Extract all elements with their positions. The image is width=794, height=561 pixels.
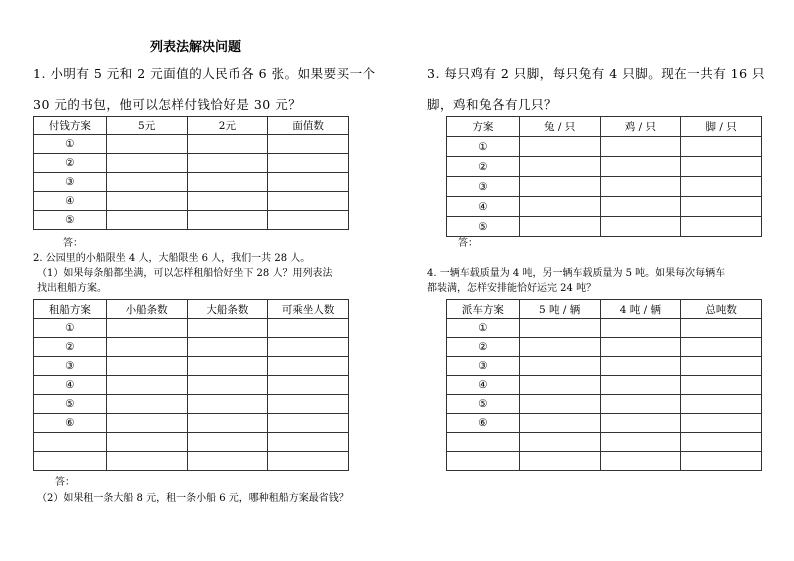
q4-header-row — [447, 300, 762, 319]
q1-header-cell: 5元 — [106, 117, 187, 135]
table-row — [34, 433, 349, 452]
q4-text-line2: 都装满，怎样安排能恰好运完 24 吨？ — [427, 283, 597, 294]
q2-text-line3: 找出租船方案。 — [37, 283, 107, 294]
q1-header-cell: 付钱方案 — [34, 117, 107, 135]
table-row — [447, 376, 762, 395]
row-label — [34, 433, 107, 452]
row-label: ③ — [34, 173, 107, 192]
row-label: ⑤ — [34, 211, 107, 230]
row-label: ⑤ — [447, 217, 520, 237]
q2-table — [33, 299, 349, 471]
row-label: ① — [447, 319, 520, 338]
q1-header-row — [34, 117, 349, 135]
row-label: ④ — [447, 197, 520, 217]
row-label: ④ — [34, 376, 107, 395]
table-row — [447, 157, 762, 177]
table-row — [447, 177, 762, 197]
q4-header-cell: 4 吨 / 辆 — [600, 300, 681, 319]
q1-header-cell: 2元 — [187, 117, 268, 135]
q1-answer-label: 答： — [63, 238, 83, 249]
q4-header-cell: 5 吨 / 辆 — [519, 300, 600, 319]
q2-header-cell: 租船方案 — [34, 300, 107, 319]
q3-text-line1: 3. 每只鸡有 2 只脚，每只兔有 4 只脚。现在一共有 16 只 — [427, 66, 766, 81]
table-row — [447, 338, 762, 357]
q2-answer-label: 答： — [55, 477, 75, 488]
table-row — [447, 433, 762, 452]
row-label: ⑥ — [34, 414, 107, 433]
q4-table — [446, 299, 762, 471]
row-label: ⑥ — [447, 414, 520, 433]
table-row — [34, 357, 349, 376]
q2-text-line1: 2. 公园里的小船限坐 4 人，大船限坐 6 人，我们一共 28 人。 — [33, 253, 311, 264]
row-label — [447, 433, 520, 452]
table-row — [447, 217, 762, 237]
row-label: ① — [447, 137, 520, 157]
q3-header-row — [447, 117, 762, 137]
page-title: 列表法解决问题 — [150, 40, 242, 55]
table-row — [34, 173, 349, 192]
table-row — [447, 319, 762, 338]
row-label: ③ — [34, 357, 107, 376]
q1-text-line2: 30 元的书包，他可以怎样付钱恰好是 30 元？ — [33, 97, 302, 112]
q4-header-cell: 总吨数 — [681, 300, 762, 319]
row-label: ④ — [34, 192, 107, 211]
row-label: ⑤ — [447, 395, 520, 414]
row-label: ③ — [447, 177, 520, 197]
q3-header-cell: 脚 / 只 — [681, 117, 762, 137]
q1-header-cell: 面值数 — [268, 117, 349, 135]
table-row — [34, 414, 349, 433]
row-label: ③ — [447, 357, 520, 376]
q4-text-line1: 4. 一辆车载质量为 4 吨，另一辆车载质量为 5 吨。如果每次每辆车 — [427, 268, 726, 279]
table-row — [447, 395, 762, 414]
table-row — [447, 197, 762, 217]
q3-table — [446, 116, 762, 237]
q3-header-cell: 兔 / 只 — [519, 117, 600, 137]
q2-header-row — [34, 300, 349, 319]
row-label: ② — [34, 338, 107, 357]
row-label — [447, 452, 520, 471]
row-label: ④ — [447, 376, 520, 395]
table-row — [34, 338, 349, 357]
q2-subquestion-2: （2）如果租一条大船 8 元，租一条小船 6 元，哪种租船方案最省钱？ — [37, 493, 349, 504]
q4-header-cell: 派车方案 — [447, 300, 520, 319]
table-row — [447, 357, 762, 376]
table-row — [34, 192, 349, 211]
table-row — [447, 452, 762, 471]
q3-header-cell: 鸡 / 只 — [600, 117, 681, 137]
row-label: ② — [447, 338, 520, 357]
q1-table — [33, 116, 349, 230]
table-row — [447, 414, 762, 433]
q3-answer-label: 答： — [458, 238, 478, 249]
table-row — [34, 319, 349, 338]
q2-header-cell: 大船条数 — [187, 300, 268, 319]
q2-header-cell: 小船条数 — [106, 300, 187, 319]
row-label: ① — [34, 319, 107, 338]
row-label: ② — [34, 154, 107, 173]
row-label: ⑤ — [34, 395, 107, 414]
q3-text-line2: 脚，鸡和兔各有几只？ — [427, 97, 558, 112]
row-label: ② — [447, 157, 520, 177]
table-row — [447, 137, 762, 157]
table-row — [34, 211, 349, 230]
q1-text-line1: 1. 小明有 5 元和 2 元面值的人民币各 6 张。如果要买一个 — [33, 66, 376, 81]
table-row — [34, 452, 349, 471]
row-label — [34, 452, 107, 471]
q2-header-cell: 可乘坐人数 — [268, 300, 349, 319]
table-row — [34, 376, 349, 395]
table-row — [34, 135, 349, 154]
table-row — [34, 154, 349, 173]
q3-header-cell: 方案 — [447, 117, 520, 137]
table-row — [34, 395, 349, 414]
row-label: ① — [34, 135, 107, 154]
q2-text-line2: （1）如果每条船都坐满，可以怎样租船恰好坐下 28 人？用列表法 — [37, 268, 333, 279]
